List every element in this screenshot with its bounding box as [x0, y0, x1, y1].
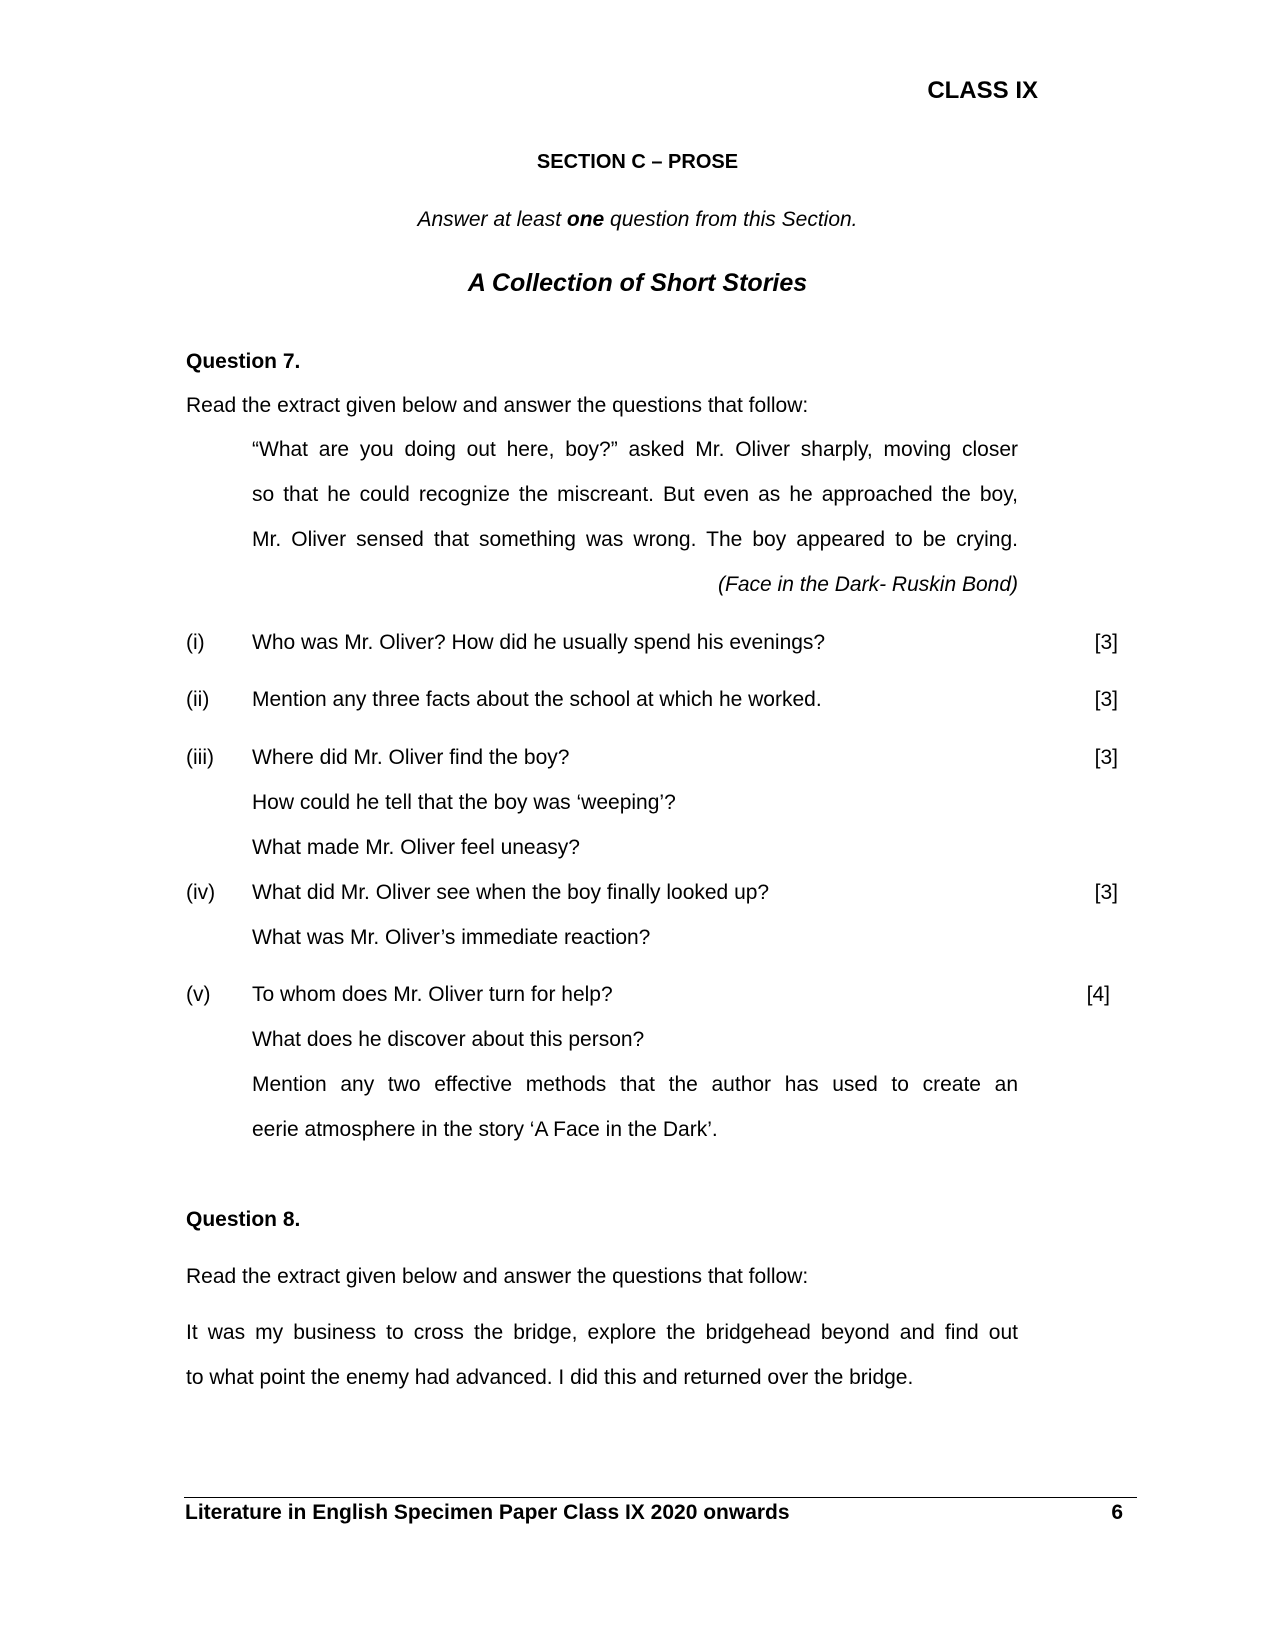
q7-extract-source: (Face in the Dark- Ruskin Bond)	[718, 573, 1018, 596]
subquestion-text: What made Mr. Oliver feel uneasy?	[252, 836, 580, 859]
subquestion-text: To whom does Mr. Oliver turn for help?	[252, 983, 613, 1006]
q8-extract-line: It was my business to cross the bridge, explore the bridgehead beyond and find out	[186, 1321, 1018, 1344]
collection-title: A Collection of Short Stories	[467, 269, 808, 297]
subquestion-text: What did Mr. Oliver see when the boy finally looked up?	[252, 881, 770, 904]
subquestion-text: What was Mr. Oliver’s immediate reaction?	[252, 926, 651, 949]
instruction-text-start: Answer at least	[417, 208, 567, 231]
subquestion-number: (iii)	[186, 746, 214, 769]
subquestion-text: Where did Mr. Oliver find the boy?	[252, 746, 570, 769]
subquestion-number: (ii)	[186, 688, 210, 711]
q7-extract-line: “What are you doing out here, boy?” asked Mr. Oliver sharply, moving closer	[252, 438, 1018, 461]
question-8-heading: Question 8.	[186, 1208, 301, 1231]
subquestion-marks: [3]	[1094, 688, 1118, 711]
section-instruction	[0, 207, 1275, 232]
subquestion-number: (i)	[186, 631, 205, 654]
footer-divider	[184, 1497, 1137, 1498]
class-label: CLASS IX	[927, 77, 1038, 104]
q7-extract-line: so that he could recognize the miscreant. But even as he approached the boy,	[252, 483, 1018, 506]
page-number: 6	[1111, 1501, 1123, 1524]
footer-text: Literature in English Specimen Paper Class IX 2020 onwards	[185, 1501, 790, 1524]
instruction-emphasis: one	[566, 208, 605, 231]
subquestion-text: eerie atmosphere in the story ‘A Face in the Dark’.	[252, 1118, 718, 1141]
subquestion-text: Mention any three facts about the school at which he worked.	[252, 688, 822, 711]
subquestion-marks: [3]	[1094, 881, 1118, 904]
subquestion-marks: [3]	[1094, 631, 1118, 654]
subquestion-text: Mention any two effective methods that the author has used to create an	[252, 1073, 1018, 1096]
question-7-intro: Read the extract given below and answer the questions that follow:	[186, 394, 809, 417]
subquestion-number: (iv)	[186, 881, 216, 904]
subquestion-text: How could he tell that the boy was ‘weeping’?	[252, 791, 676, 814]
section-title: SECTION C – PROSE	[536, 151, 739, 173]
instruction-text-end: question from this Section.	[604, 208, 858, 231]
subquestion-number: (v)	[186, 983, 211, 1006]
q7-extract-line: Mr. Oliver sensed that something was wrong. The boy appeared to be crying.	[252, 528, 1018, 551]
question-7-heading: Question 7.	[186, 350, 301, 373]
subquestion-text: What does he discover about this person?	[252, 1028, 645, 1051]
subquestion-text: Who was Mr. Oliver? How did he usually spend his evenings?	[252, 631, 826, 654]
subquestion-marks: [3]	[1094, 746, 1118, 769]
q8-extract-line: to what point the enemy had advanced. I did this and returned over the bridge.	[186, 1366, 914, 1389]
question-8-intro: Read the extract given below and answer the questions that follow:	[186, 1265, 809, 1288]
subquestion-marks: [4]	[1086, 983, 1110, 1006]
